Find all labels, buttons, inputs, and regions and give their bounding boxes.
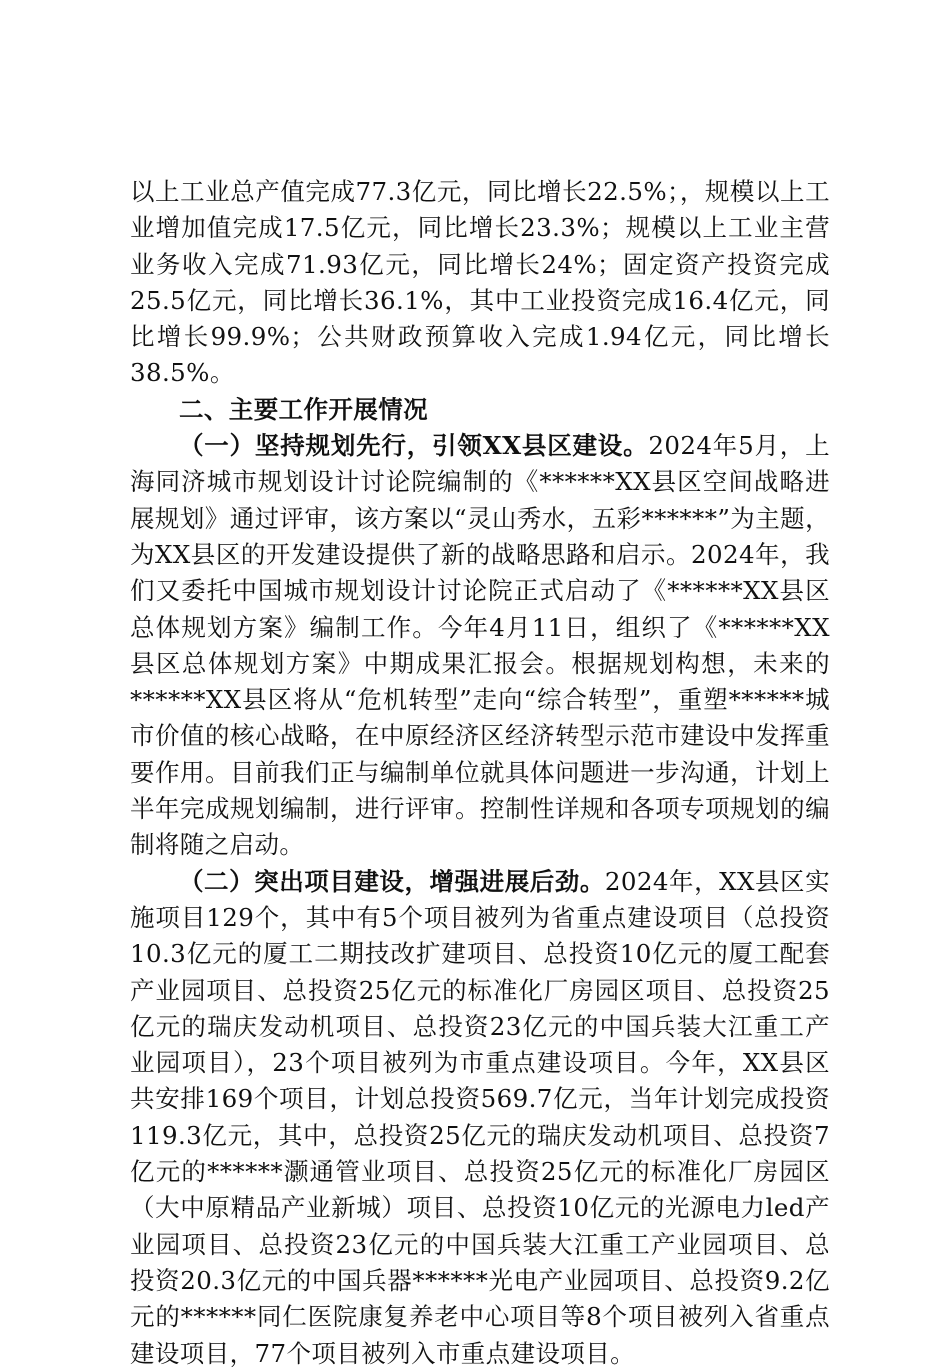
section-heading: 二、主要工作开展情况 bbox=[179, 394, 428, 424]
document-body bbox=[130, 174, 830, 1372]
projects-body: 2024年，XX县区实施项目129个，其中有5个项目被列为省重点建设项目（总投资10.3亿元的厦工二期技改扩建项目、总投资10亿元的厦工配套产业园项目、总投资25亿元的标准化厂房园区项目、总投资25亿元的瑞庆发动机项目、总投资23亿元的中国兵装大江重工产业园项目），23个项目被列为市重点建设项目。今年，XX县区共安排169个项目，计划总投资569.7亿元，当年计划完成投资119.3亿元，其中，总投资25亿元的瑞庆发动机项目、总投资7亿元的******灏通管业项目、总投资25亿元的标准化厂房园区（大中原精品产业新城）项目、总投资10亿元的光源电力led产业园项目、总投资23亿元的中国兵装大江重工产业园项目、总投资20.3亿元的中国兵器******光电产业园项目、总投资9.2亿元的******同仁医院康复养老中心项目等8个项目被列入省重点建设项目，77个项目被列入市重点建设项目。 bbox=[130, 866, 830, 1368]
planning-lead: （一）坚持规划先行，引领XX县区建设。 bbox=[179, 431, 649, 461]
planning-body: 2024年5月，上海同济城市规划设计讨论院编制的《******XX县区空间战略进展规划》通过评审，该方案以“灵山秀水，五彩******”为主题，为XX县区的开发建设提供了新的战略思路和启示。2024年，我们又委托中国城市规划设计讨论院正式启动了《******XX县区总体规划方案》编制工作。今年4月11日，组织了《******XX县区总体规划方案》中期成果汇报会。根据规划构想，未来的******XX县区将从“危机转型”走向“综合转型”，重塑******城市价值的核心战略，在中原经济区经济转型示范市建设中发挥重要作用。目前我们正与编制单位就具体问题进一步沟通，计划上半年完成规划编制，进行评审。控制性详规和各项专项规划的编制将随之启动。 bbox=[130, 431, 830, 860]
projects-lead: （二）突出项目建设，增强进展后劲。 bbox=[179, 866, 605, 896]
projects-paragraph bbox=[130, 864, 830, 1372]
statistics-paragraph: 以上工业总产值完成77.3亿元，同比增长22.5%；，规模以上工业增加值完成17.5亿元，同比增长23.3%；规模以上工业主营业务收入完成71.93亿元，同比增长24%；固定资产投资完成25.5亿元，同比增长36.1%，其中工业投资完成16.4亿元，同比增长99.9%；公共财政预算收入完成1.94亿元，同比增长38.5%。 bbox=[130, 177, 830, 388]
planning-paragraph bbox=[130, 428, 830, 864]
